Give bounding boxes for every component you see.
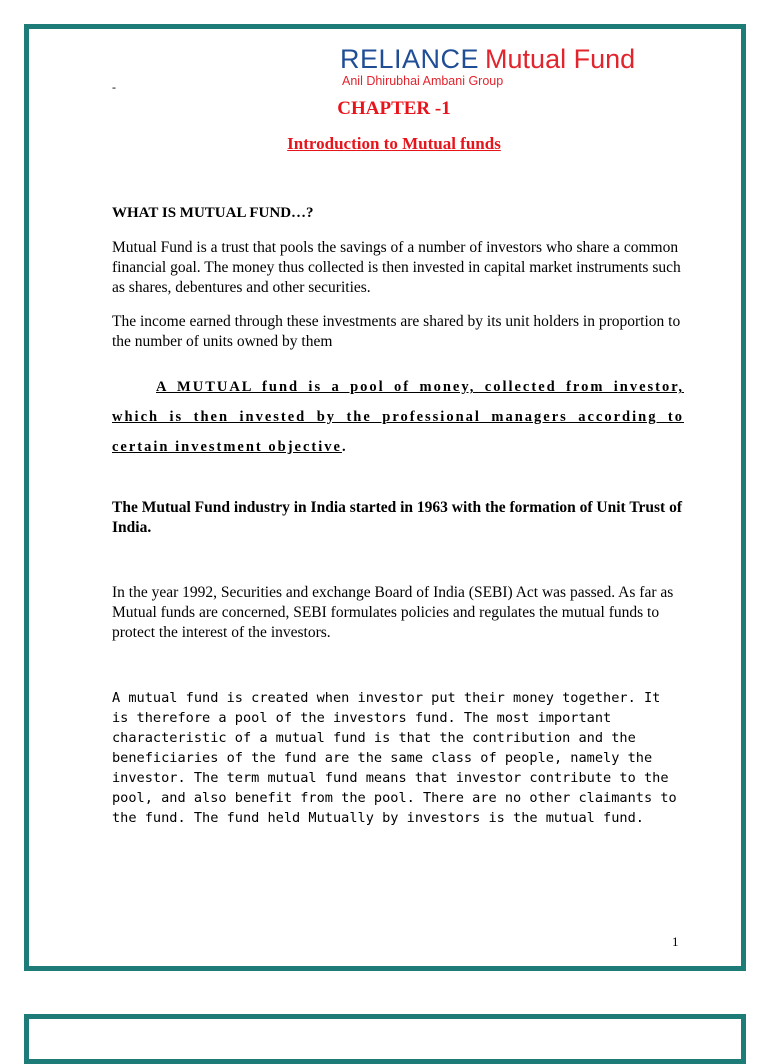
highlighted-definition-end: . [341, 439, 348, 455]
section-heading: WHAT IS MUTUAL FUND…? [112, 205, 314, 221]
page-number: 1 [672, 934, 679, 949]
paragraph-income: The income earned through these investments are shared by its unit holders in proportion to the number of units owned by them [112, 313, 681, 350]
logo-group: Anil Dhirubhai Ambani Group [342, 74, 504, 88]
logo-product: Mutual Fund [485, 44, 636, 74]
paragraph-creation: A mutual fund is created when investor put their money together. It is therefore a pool of the investors fund. The most important characteristic of a mutual fund is that the contribution and the beneficiaries of the fund are the same class of people, namely the investor. The term mutual fund means that investor contribute to the pool, and also benefit from the pool. There are no other claimants to the fund. The fund held Mutually by investors is the mutual fund. [112, 690, 677, 826]
highlighted-definition-text: A MUTUAL fund is a pool of money, collected from investor, which is then invested by the professional managers according to certain investment objective [112, 379, 684, 455]
paragraph-definition: Mutual Fund is a trust that pools the savings of a number of investors who share a common financial goal. The money thus collected is then invested in capital market instruments such as shares, debentures and other securities. [112, 239, 681, 296]
highlighted-definition [112, 372, 684, 462]
paragraph-history: The Mutual Fund industry in India started in 1963 with the formation of Unit Trust of India. [112, 499, 682, 536]
stray-dash: - [112, 80, 116, 94]
chapter-title: Introduction to Mutual funds [287, 134, 501, 153]
next-page-border [24, 1014, 746, 1064]
reliance-logo [340, 44, 670, 90]
logo-brand: RELIANCE [340, 44, 480, 74]
chapter-number: CHAPTER -1 [337, 98, 451, 119]
paragraph-sebi: In the year 1992, Securities and exchange Board of India (SEBI) Act was passed. As far as Mutual funds are concerned, SEBI formulates policies and regulates the mutual funds to protect the interest of the investors. [112, 584, 674, 641]
